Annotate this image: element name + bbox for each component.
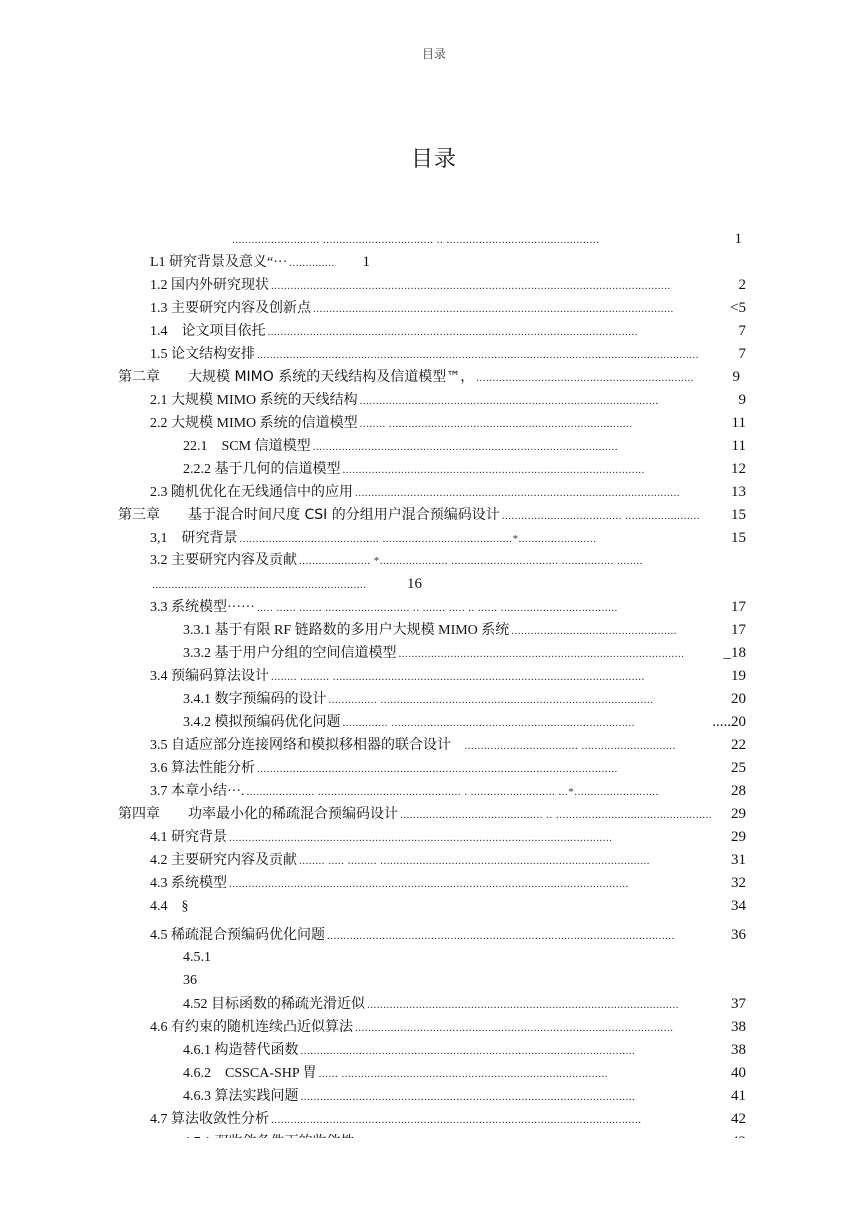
- toc-entry-leader: ..................................................................................................: [355, 1022, 674, 1034]
- toc-entry-title: 3.2 主要研究内容及贡献: [150, 553, 297, 568]
- toc-entry-title: 4.3 系统模型: [150, 876, 227, 891]
- toc-entry-title: 2.2.2 基于几何的信道模型: [183, 462, 341, 477]
- toc-entry-leader: ........ ......... ................................................................................................: [271, 671, 645, 683]
- toc-entry-page: 42: [731, 1111, 746, 1127]
- toc-entry-page: 37: [731, 996, 746, 1012]
- toc-entry[interactable]: [183, 688, 746, 710]
- toc-entry-title: 3.4.1 数字预编码的设计: [183, 692, 327, 707]
- toc-entry-title: 4.2 主要研究内容及贡献: [150, 853, 297, 868]
- toc-entry-title: 2.1 大规模 MIMO 系统的天线结构: [150, 393, 358, 408]
- toc-entry-title: 3.4.2 模拟预编码优化问题: [183, 715, 341, 730]
- toc-entry-page: 32: [731, 875, 746, 891]
- toc-entry-title: 1.2 国内外研究现状: [150, 278, 269, 293]
- toc-entry[interactable]: [150, 527, 746, 549]
- toc-entry-title: 第三章 基于混合时间尺度 CSI 的分组用户混合预编码设计: [118, 507, 500, 523]
- toc-entry-leader: ........................................................................................................................................: [257, 349, 699, 361]
- toc-entry[interactable]: [230, 228, 742, 250]
- toc-entry-leader: ...............................................................................................................: [257, 763, 618, 775]
- page-crop-edge: [0, 1138, 868, 1228]
- toc-entry[interactable]: [183, 970, 283, 992]
- toc-entry-leader: ........ ..... ......... ...................................................................................: [299, 855, 650, 867]
- toc-entry-page: 15: [731, 530, 746, 546]
- toc-entry[interactable]: [150, 1016, 746, 1038]
- toc-entry-page: 7: [738, 346, 746, 362]
- toc-entry-leader: ..................................................................: [152, 579, 367, 591]
- toc-entry[interactable]: [150, 872, 746, 894]
- toc-entry-leader: .......................................................................................................: [300, 1091, 636, 1103]
- toc-entry-title: 3.6 算法性能分析: [150, 761, 255, 776]
- toc-entry[interactable]: [183, 619, 746, 641]
- toc-entry-title: 3.5 自适应部分连接网络和模拟移相器的联合设计: [150, 738, 451, 753]
- toc-entry-title: 4.5 稀疏混合预编码优化问题: [150, 928, 325, 943]
- toc-entry-page: 34: [731, 898, 746, 914]
- toc-entry-title: 4.52 目标函数的稀疏光滑近似: [183, 997, 365, 1012]
- toc-entry-page: .....20: [712, 714, 746, 730]
- toc-entry[interactable]: [150, 895, 746, 917]
- toc-entry[interactable]: [150, 924, 746, 946]
- toc-entry[interactable]: [150, 320, 746, 342]
- toc-entry[interactable]: [183, 1062, 746, 1084]
- toc-entry-leader: ................................... .............................: [453, 740, 676, 752]
- toc-entry-leader: ...... ..................................................................................: [318, 1068, 608, 1080]
- toc-entry-page: 11: [731, 438, 746, 454]
- toc-entry-leader: ........ ...........................................................................: [359, 418, 633, 430]
- toc-entry[interactable]: [150, 274, 746, 296]
- toc-entry-leader: ................................................................................................: [367, 999, 679, 1011]
- toc-entry-title: 2.3 随机优化在无线通信中的应用: [150, 485, 353, 500]
- toc-entry[interactable]: [150, 665, 746, 687]
- toc-entry-leader: ............................................................................................: [359, 395, 659, 407]
- toc-entry[interactable]: [150, 826, 746, 848]
- toc-entry[interactable]: [183, 1039, 746, 1061]
- toc-entry-leader: .............................................................................................: [342, 464, 645, 476]
- toc-entry-title: 36: [183, 973, 197, 988]
- toc-entry-title: 2.2 大规模 MIMO 系统的信道模型: [150, 416, 358, 431]
- toc-entry-leader: .......................................................................................................: [300, 1045, 636, 1057]
- toc-entry-page: 25: [731, 760, 746, 776]
- toc-entry-title: 4.6 有约束的随机连续凸近似算法: [150, 1020, 353, 1035]
- toc-entry[interactable]: [150, 1108, 746, 1130]
- toc-entry-leader: ........................... .................................. .. ...............................................: [232, 234, 600, 246]
- toc-entry-leader: ........................................... ........................................*........................: [239, 533, 597, 545]
- toc-entry-leader: ....................................................................................................: [355, 487, 680, 499]
- toc-entry[interactable]: [183, 711, 746, 733]
- toc-entry[interactable]: [150, 481, 746, 503]
- toc-entry-title: 4.6.1 构造替代函数: [183, 1043, 299, 1058]
- toc-entry-title: 4.6.2 CSSCA-SHP 胃: [183, 1066, 317, 1081]
- toc-entry[interactable]: [150, 596, 746, 618]
- toc-entry[interactable]: [150, 780, 746, 802]
- toc-entry-page: 17: [731, 599, 746, 615]
- toc-entry-leader: ...................... *..................... ................................. ................ ........: [299, 555, 643, 567]
- toc-entry-page: 16: [407, 576, 422, 592]
- toc-entry[interactable]: [118, 803, 746, 825]
- toc-entry-title: 4.6.3 算法实践问题: [183, 1089, 299, 1104]
- toc-entry-leader: ..................... ............................................ . .......................... ...*..........................: [246, 786, 659, 798]
- toc-entry-title: 3.3 系统模型······: [150, 600, 255, 615]
- toc-entry-page: 1: [734, 231, 742, 247]
- toc-entry-leader: ........................................................................................: [398, 648, 685, 660]
- toc-entry-leader: ...................................................................: [476, 372, 694, 384]
- toc-entry-page: <5: [730, 300, 746, 316]
- toc-entry-leader: ............... ....................................................................................: [328, 694, 654, 706]
- toc-entry[interactable]: [150, 389, 746, 411]
- toc-entry-title: 第二章 大规模 MIMO 系统的天线结构及信道模型™，: [118, 369, 475, 385]
- toc-entry-page: 19: [731, 668, 746, 684]
- toc-entry[interactable]: [183, 642, 746, 664]
- toc-entry-leader: ...............................................................................................................: [313, 303, 674, 315]
- toc-entry-title: 4.4 §: [150, 899, 189, 914]
- page-title: 目录: [410, 147, 457, 172]
- toc-entry[interactable]: [150, 849, 746, 871]
- toc-entry-leader: ..................................................................................................................: [271, 1114, 642, 1126]
- toc-entry-title: 3.3.1 基于有限 RF 链路数的多用户大规模 MIMO 系统: [183, 623, 510, 638]
- toc-entry-leader: ............................................ .. ................................................: [400, 809, 712, 821]
- toc-entry[interactable]: [150, 757, 746, 779]
- toc-entry-title: 3.4 预编码算法设计: [150, 669, 269, 684]
- toc-entry[interactable]: [150, 251, 370, 273]
- toc-entry-title: 4.1 研究背景: [150, 830, 227, 845]
- toc-entry-page: 7: [738, 323, 746, 339]
- toc-entry-leader: ......................................................................................................................: [229, 832, 613, 844]
- toc-entry-page: 20: [731, 691, 746, 707]
- toc-entry-page: 31: [731, 852, 746, 868]
- toc-entry[interactable]: [150, 550, 690, 572]
- toc-entry-page: 41: [731, 1088, 746, 1104]
- toc-entry-leader: ..................................... .......................: [501, 510, 700, 522]
- toc-entry-leader: .............. ...........................................................................: [342, 717, 635, 729]
- toc-entry-page: 2: [738, 277, 746, 293]
- toc-entry-title: 3.3.2 基于用户分组的空间信道模型: [183, 646, 397, 661]
- toc-entry-title: 3.7 本章小结···.: [150, 784, 245, 799]
- toc-entry[interactable]: [183, 1085, 746, 1107]
- toc-entry-page: 12: [731, 461, 746, 477]
- toc-entry-page: 38: [731, 1019, 746, 1035]
- toc-entry-leader: ...........................................................................................................: [327, 930, 675, 942]
- toc-entry-title: 22.1 SCM 信道模型: [183, 439, 311, 454]
- toc-entry-leader: ..............: [289, 257, 335, 269]
- toc-entry-title: 1.4 论文项目依托: [150, 324, 266, 339]
- toc-entry-page: 22: [731, 737, 746, 753]
- toc-entry-page: 36: [731, 927, 746, 943]
- toc-entry[interactable]: [183, 435, 746, 457]
- running-header: 目录: [421, 47, 446, 61]
- toc-entry[interactable]: [150, 734, 746, 756]
- toc-entry[interactable]: [183, 458, 746, 480]
- toc-entry-page: 17: [731, 622, 746, 638]
- toc-entry-page: 38: [731, 1042, 746, 1058]
- toc-entry-leader: ..............................................................................................: [312, 441, 619, 453]
- toc-entry[interactable]: [150, 343, 746, 365]
- toc-entry-page: _18: [723, 645, 746, 661]
- toc-entry-page: 28: [731, 783, 746, 799]
- toc-entry-leader: ..... ...... ....... .......................... .. ....... ..... .. ...... ....................................: [256, 602, 618, 614]
- toc-entry-title: 4.7 算法收敛性分析: [150, 1112, 269, 1127]
- toc-entry-leader: ...................................................: [511, 625, 678, 637]
- toc-entry-title: L1 研究背景及意义“···: [150, 255, 288, 270]
- toc-entry-title: 1.5 论文结构安排: [150, 347, 255, 362]
- toc-entry-page: 15: [731, 507, 746, 523]
- toc-entry-page: 29: [731, 806, 746, 822]
- toc-entry[interactable]: [183, 993, 746, 1015]
- toc-entry[interactable]: [150, 412, 746, 434]
- toc-entry[interactable]: [150, 573, 422, 595]
- toc-entry-leader: ...........................................................................................................................: [229, 878, 629, 890]
- toc-entry-page: 9: [732, 369, 740, 385]
- toc-entry-page: 1: [362, 254, 370, 270]
- toc-entry[interactable]: [118, 366, 740, 388]
- toc-entry-page: 40: [731, 1065, 746, 1081]
- toc-entry-page: 13: [731, 484, 746, 500]
- toc-entry-title: 4.5.1: [183, 950, 211, 965]
- toc-entry-title: 3,1 研究背景: [150, 531, 238, 546]
- toc-entry-page: 29: [731, 829, 746, 845]
- toc-entry-page: 11: [731, 415, 746, 431]
- toc-entry-title: 1.3 主要研究内容及创新点: [150, 301, 311, 316]
- toc-entry[interactable]: [183, 947, 283, 969]
- toc-entry-page: 9: [738, 392, 746, 408]
- toc-entry[interactable]: [150, 297, 746, 319]
- toc-entry[interactable]: [118, 504, 746, 526]
- toc-entry-title: 第四章 功率最小化的稀疏混合预编码设计: [118, 806, 398, 822]
- toc-entry-leader: ...........................................................................................................................: [271, 280, 671, 292]
- toc-entry-leader: ..................................................................................................................: [267, 326, 638, 338]
